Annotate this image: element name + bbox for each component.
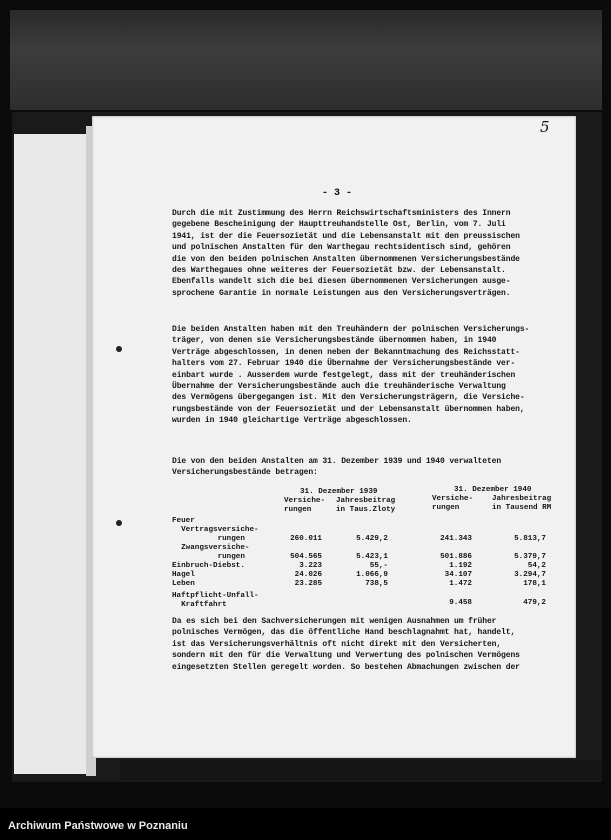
column-header-a bbox=[284, 497, 325, 515]
table-cell: 501.886 bbox=[440, 553, 472, 561]
table-cell: 260.011 bbox=[290, 535, 322, 543]
column-header-line: Versiche- bbox=[284, 497, 326, 505]
left-blank-sheet bbox=[14, 134, 88, 774]
table-cell: 504.565 bbox=[290, 553, 322, 561]
punch-hole bbox=[116, 346, 122, 352]
text-line: des Warthegaues ohne weiteres der Feuersozietät bzw. der Lebensanstalt. bbox=[172, 265, 506, 275]
text-line: Durch die mit Zustimmung des Herrn Reichswirtschaftsministers des Innern bbox=[172, 209, 511, 218]
column-header-line: Versiche- bbox=[432, 495, 474, 503]
table-cell: 23.285 bbox=[294, 580, 322, 588]
table-cell: 3.223 bbox=[299, 562, 322, 570]
text-line: träger, von denen sie Versicherungsbestände übernommen haben, in 1940 bbox=[172, 336, 497, 346]
table-row-label: Einbruch-Diebst. bbox=[172, 562, 245, 570]
table-row-label: Hagel bbox=[172, 571, 195, 579]
handwritten-page-number: 5 bbox=[540, 118, 550, 136]
text-line: Ebenfalls wandelt sich die bei diesen übernommenen Versicherungen ausge- bbox=[172, 277, 511, 287]
text-line: halters vom 27. Februar 1940 die Übernahme der Versicherungsbestände ver- bbox=[172, 359, 516, 369]
text-line: und polnischen Anstalten für den Warthegau rechtsidentisch sind, gehören bbox=[172, 243, 511, 253]
text-line: Da es sich bei den Sachversicherungen mit wenigen Ausnahmen um früher bbox=[172, 617, 497, 626]
table-cell: 24.026 bbox=[294, 571, 322, 579]
table-row-label: Feuer bbox=[172, 517, 195, 525]
column-header-line: in Tausend RM bbox=[492, 504, 552, 512]
text-line: Verträge abgeschlossen, in denen neben der Bekanntmachung des Reichsstatt- bbox=[172, 347, 520, 357]
table-row-label: Haftpflicht-Unfall- bbox=[172, 592, 259, 600]
text-line: polnisches Vermögen, das die öffentliche Hand beschlagnahmt hat, handelt, bbox=[172, 628, 516, 638]
text-line: sondern mit den für die Verwaltung und Verwertung des polnischen Vermögens bbox=[172, 651, 520, 661]
column-header-b bbox=[336, 497, 395, 515]
table-cell: 5.379,7 bbox=[514, 553, 546, 561]
table-cell: 241.343 bbox=[440, 535, 472, 543]
column-header-line: Jahresbeitrag bbox=[336, 497, 396, 505]
table-cell: 5.813,7 bbox=[514, 535, 546, 543]
table-cell: 5.429,2 bbox=[356, 535, 388, 543]
table-cell: 5.423,1 bbox=[356, 553, 388, 561]
archive-caption: Archiwum Państwowe w Poznaniu bbox=[8, 820, 188, 832]
table-row-label: Vertragsversiche- bbox=[172, 526, 259, 534]
table-cell: 54,2 bbox=[527, 562, 546, 570]
text-line: einbart wurde . Ausserdem wurde festgelegt, dass mit der treuhänderischen bbox=[172, 370, 516, 380]
paragraph-4 bbox=[172, 616, 520, 673]
text-line: die von den beiden polnischen Anstalten übernommenen Versicherungsbestände bbox=[172, 254, 520, 264]
punch-hole bbox=[116, 520, 122, 526]
text-line: sprochene Garantie in normale Leistungen aus den Versicherungsverträgen. bbox=[172, 288, 511, 298]
table-row-label: Zwangsversiche- bbox=[172, 544, 250, 552]
text-line: wurden in 1940 gleichartige Verträge abgeschlossen. bbox=[172, 416, 412, 426]
table-header-1939: 31. Dezember 1939 bbox=[300, 488, 378, 496]
table-row-label: rungen bbox=[172, 535, 245, 543]
paragraph-1 bbox=[172, 208, 520, 299]
table-cell: 1.066,9 bbox=[356, 571, 388, 579]
paragraph-2 bbox=[172, 324, 529, 427]
text-line: gegebene Bescheinigung der Haupttreuhandstelle Ost, Berlin, vom 7. Juli bbox=[172, 220, 506, 230]
table-cell: 3.294,7 bbox=[514, 571, 546, 579]
paragraph-3 bbox=[172, 456, 501, 479]
column-header-line: Jahresbeitrag bbox=[492, 495, 552, 503]
column-header-line: in Taus.Zloty bbox=[336, 506, 396, 514]
column-header-line: rungen bbox=[284, 506, 312, 514]
table-cell: 1.192 bbox=[449, 562, 472, 570]
column-header-line: rungen bbox=[432, 504, 460, 512]
film-strip-bottom bbox=[120, 760, 602, 780]
text-line: Übernahme der Versicherungsbestände auch die treuhänderische Verwaltung bbox=[172, 381, 506, 391]
text-line: ist das Versicherungsverhältnis oft nicht direkt mit den Versicherten, bbox=[172, 639, 502, 649]
text-line: Die von den beiden Anstalten am 31. Dezember 1939 und 1940 verwalteten bbox=[172, 457, 502, 466]
text-line: Die beiden Anstalten haben mit den Treuhändern der polnischen Versicherungs- bbox=[172, 325, 530, 334]
text-line: eingesetzten Stellen geregelt worden. So bestehen Abmachungen zwischen der bbox=[172, 662, 520, 672]
column-header-c bbox=[432, 495, 473, 513]
film-strip-top bbox=[10, 10, 602, 110]
table-row-label: Leben bbox=[172, 580, 195, 588]
table-cell: 178,1 bbox=[523, 580, 546, 588]
typed-page-number: - 3 - bbox=[322, 188, 353, 199]
table-cell: 9.458 bbox=[449, 599, 472, 607]
table-cell: 1.472 bbox=[449, 580, 472, 588]
table-cell: 479,2 bbox=[523, 599, 546, 607]
text-line: des Vermögens übergegangen ist. Mit den Versicherungsträgern, die Versiche- bbox=[172, 393, 525, 403]
column-header-d bbox=[492, 495, 551, 513]
text-line: 1941, ist der die Feuersozietät und die Lebensanstalt mit den preussischen bbox=[172, 231, 520, 241]
text-line: rungsbestände von der Feuersozietät und der Lebensanstalt übernommen haben, bbox=[172, 404, 525, 414]
text-line: Versicherungsbestände betragen: bbox=[172, 468, 318, 478]
table-cell: 738,5 bbox=[365, 580, 388, 588]
table-header-1940: 31. Dezember 1940 bbox=[454, 486, 532, 494]
table-row-label: Kraftfahrt bbox=[172, 601, 227, 609]
table-cell: 55,- bbox=[369, 562, 388, 570]
table-row-label: rungen bbox=[172, 553, 245, 561]
table-cell: 34.107 bbox=[444, 571, 472, 579]
